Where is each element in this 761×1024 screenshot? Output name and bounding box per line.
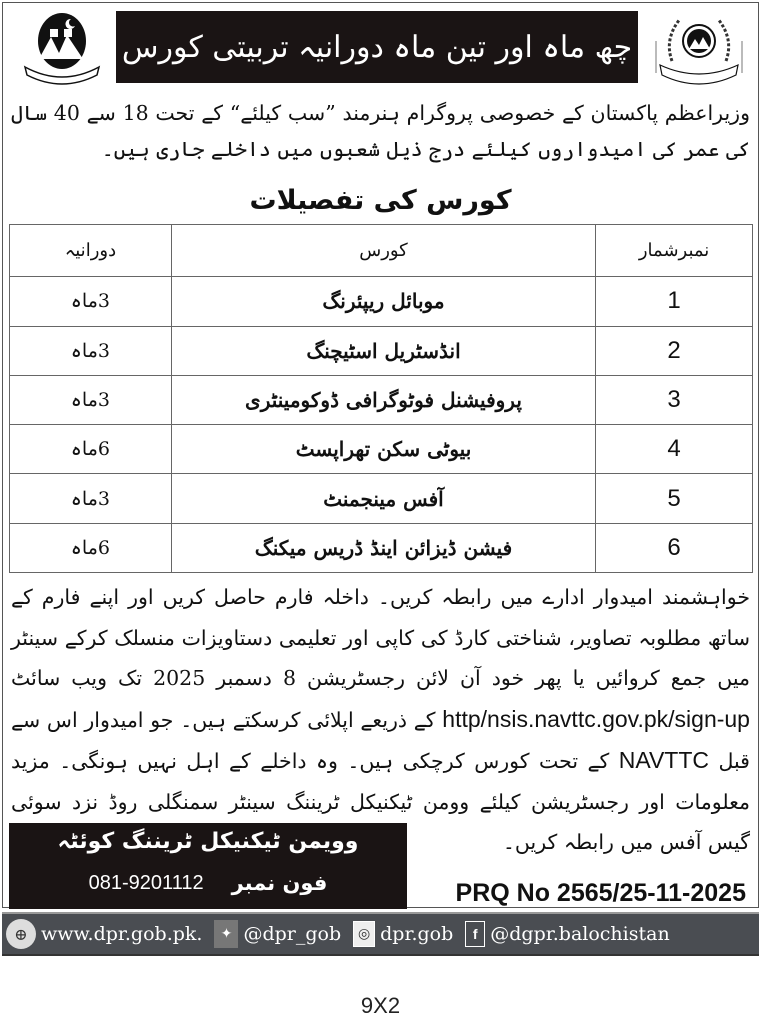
phone-row (9, 871, 407, 895)
courses-table (9, 224, 753, 573)
serial-cell: 4 (596, 425, 753, 474)
phone-label: فون نمبر (231, 871, 328, 895)
ad-title-banner (116, 11, 638, 83)
duration-cell: 3ماہ (10, 277, 172, 326)
duration-cell: 3ماہ (10, 474, 172, 523)
navttc-label: NAVTTC (618, 747, 709, 773)
twitter-text: @dpr_gob (243, 923, 342, 945)
course-cell: فیشن ڈیزائن اینڈ ڈریس میکنگ (171, 523, 595, 572)
table-row (10, 326, 753, 375)
table-header-row (10, 225, 753, 277)
serial-cell: 1 (596, 277, 753, 326)
section-title: کورس کی تفصیلات (249, 185, 512, 216)
registration-url[interactable]: http/nsis.navttc.gov.pk/sign-up (442, 705, 750, 732)
header-course: کورس (171, 225, 595, 277)
contact-box (9, 823, 407, 909)
twitter-icon: ✦ (214, 920, 238, 948)
table-row (10, 277, 753, 326)
duration-cell: 3ماہ (10, 375, 172, 424)
intro-paragraph: وزیراعظم پاکستان کے خصوصی پروگرام ہنرمند ”سب کیلئے“ کے تحت 18 سے 40 سال کی عمر کی امیدواروں کیلئے درج ذیل شعبوں میں داخلے جاری ہیں۔ (11, 101, 750, 161)
serial-cell: 6 (596, 523, 753, 572)
instructions-part-2: کے ذریعے اپلائی کرسکتے ہیں۔ جو امیدوار اس سے قبل (11, 707, 750, 773)
ad-title: چھ ماہ اور تین ماہ دورانیہ تربیتی کورس (121, 29, 633, 65)
header-duration: دورانیہ (10, 225, 172, 277)
instagram-text: dpr.gob (380, 923, 454, 945)
table-row (10, 425, 753, 474)
duration-cell: 6ماہ (10, 425, 172, 474)
course-cell: بیوٹی سکن تھراپسٹ (171, 425, 595, 474)
course-cell: آفس مینجمنٹ (171, 474, 595, 523)
instagram-icon: ◎ (353, 921, 375, 947)
serial-cell: 3 (596, 375, 753, 424)
instructions-paragraph (11, 577, 750, 863)
social-instagram[interactable] (353, 921, 453, 947)
social-website[interactable] (6, 919, 202, 949)
advertisement (2, 2, 759, 908)
serial-cell: 2 (596, 326, 753, 375)
header-serial: نمبرشمار (596, 225, 753, 277)
serial-cell: 5 (596, 474, 753, 523)
social-footer (2, 912, 759, 956)
duration-cell: 6ماہ (10, 523, 172, 572)
table-row (10, 375, 753, 424)
facebook-icon: f (465, 921, 485, 947)
ad-size-label: 9X2 (360, 993, 401, 1018)
table-row (10, 523, 753, 572)
duration-cell: 3ماہ (10, 326, 172, 375)
course-cell: انڈسٹریل اسٹیچنگ (171, 326, 595, 375)
facebook-text: @dgpr.balochistan (490, 923, 670, 945)
course-cell: موبائل ریپئرنگ (171, 277, 595, 326)
center-name: وویمن ٹیکنیکل ٹریننگ کوئٹہ (57, 829, 359, 854)
phone-number: 081-9201112 (88, 871, 204, 894)
dgpr-emblem-icon (654, 11, 744, 85)
prq-number: PRQ No 2565/25-11-2025 (455, 879, 746, 907)
balochistan-emblem-icon (17, 11, 107, 85)
instructions-part-3: کے تحت کورس کرچکی ہیں۔ وہ داخلے کے اہل نہیں ہونگی۔ مزید معلومات اور رجسٹریشن کیلئے وومن ٹیکنیکل ٹریننگ سینٹر سمنگلی روڈ نزد سوئی گیس آفس میں رابطہ کریں۔ (11, 749, 750, 854)
instructions-part-1: خواہشمند امیدوار ادارے میں رابطہ کریں۔ داخلہ فارم حاصل کریں اور اپنے فارم کے ساتھ مطلوبہ تصاویر، شناختی کارڈ کی کاپی اور تعلیمی دستاویزات منسلک کرکے سینٹر میں جمع کروائیں یا پھر خود آن لائن رجسٹریشن 8 دسمبر 2025 تک ویب سائٹ (11, 585, 750, 690)
website-text: www.dpr.gob.pk. (41, 923, 203, 945)
course-cell: پروفیشنل فوٹوگرافی ڈوکومینٹری (171, 375, 595, 424)
social-twitter[interactable] (214, 920, 341, 948)
table-row (10, 474, 753, 523)
social-facebook[interactable] (465, 921, 669, 947)
globe-icon: ⊕ (6, 919, 36, 949)
